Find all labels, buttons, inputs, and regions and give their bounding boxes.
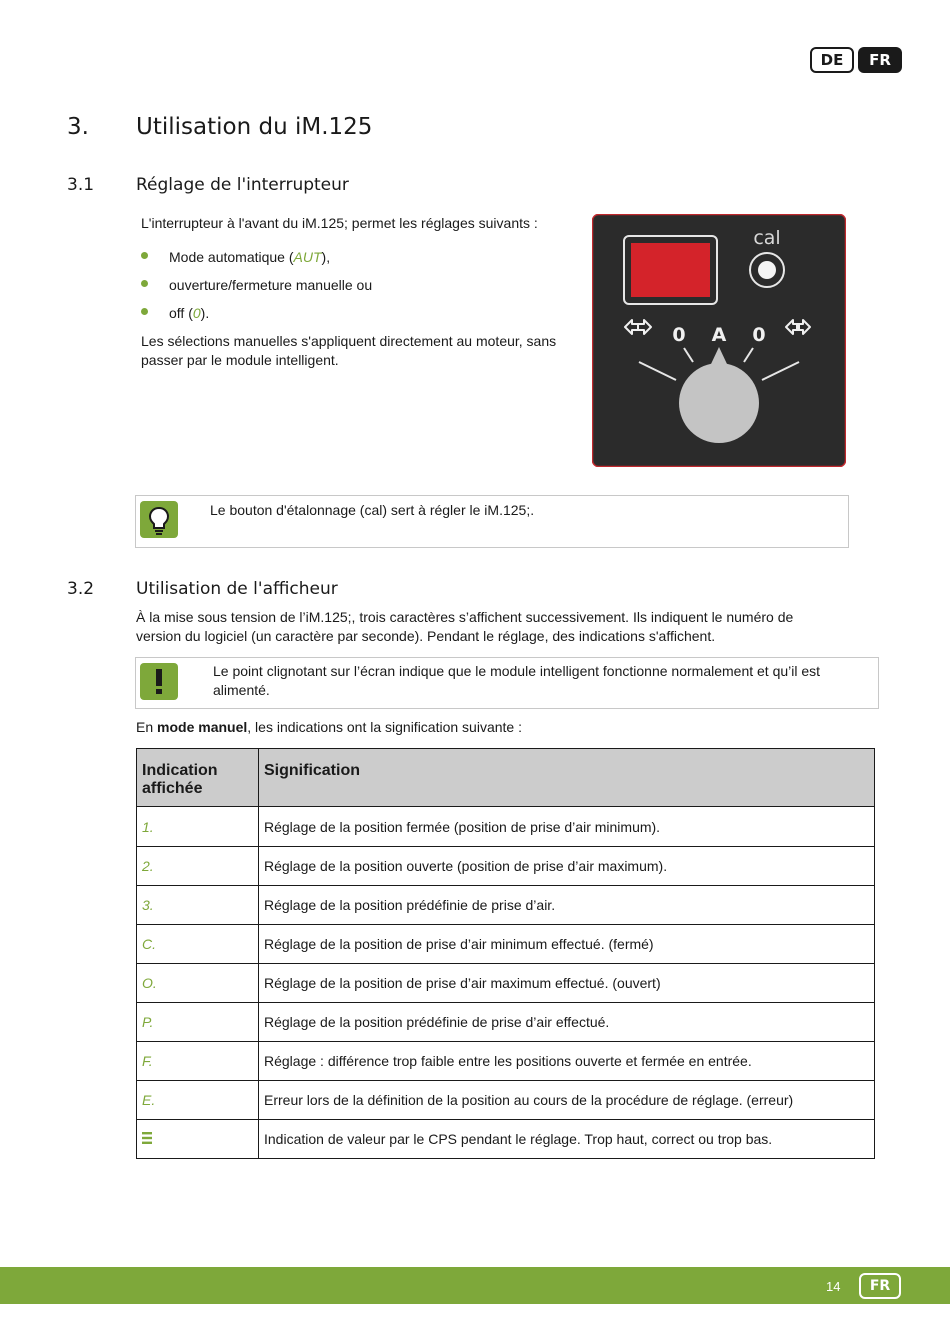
indication-code: 2.	[137, 847, 259, 886]
indication-meaning: Erreur lors de la définition de la position au cours de la procédure de réglage. (erreur)	[259, 1081, 875, 1120]
indication-code: F.	[137, 1042, 259, 1081]
indication-code: 3.	[137, 886, 259, 925]
table-row	[137, 1003, 875, 1042]
subsection-number: 3.1	[67, 175, 95, 195]
table-header-row	[137, 749, 875, 807]
three-bars-icon	[142, 1132, 152, 1144]
section-number: 3.	[67, 114, 89, 140]
table-row	[137, 925, 875, 964]
bullet-dot	[141, 308, 148, 315]
table-row	[137, 807, 875, 847]
tip-box	[135, 495, 849, 548]
switch-pos-manual-left: 0	[672, 324, 686, 346]
intro-text: L'interrupteur à l'avant du iM.125; permet les réglages suivants :	[141, 215, 538, 231]
footer-bar	[0, 1267, 950, 1304]
display-intro-line: version du logiciel (un caractère par seconde). Pendant le réglage, des indications s'affichent.	[136, 628, 716, 644]
table-row	[137, 964, 875, 1003]
led-display	[631, 243, 710, 297]
bullet-dot	[141, 252, 148, 259]
table-row	[137, 847, 875, 886]
indication-code	[137, 1120, 259, 1159]
page-number: 14	[826, 1279, 841, 1294]
indication-code: C.	[137, 925, 259, 964]
manual-note-line: Les sélections manuelles s'appliquent directement au moteur, sans	[141, 333, 557, 349]
indication-meaning: Réglage de la position de prise d’air maximum effectué. (ouvert)	[259, 964, 875, 1003]
indication-code: E.	[137, 1081, 259, 1120]
indication-meaning: Indication de valeur par le CPS pendant le réglage. Trop haut, correct ou trop bas.	[259, 1120, 875, 1159]
lang-badge-de[interactable]: DE	[810, 47, 854, 73]
switch-pos-auto: A	[711, 324, 727, 346]
table-row	[137, 1120, 875, 1159]
tip-text: Le bouton d'étalonnage (cal) sert à régler le iM.125;.	[210, 502, 535, 518]
indication-meaning: Réglage de la position de prise d’air minimum effectué. (fermé)	[259, 925, 875, 964]
indication-code: 1.	[137, 807, 259, 847]
subsection-title: Réglage de l'interrupteur	[136, 175, 349, 195]
warning-text-line: Le point clignotant sur l’écran indique que le module intelligent fonctionne normalement et qu’il est	[213, 663, 821, 679]
indications-table	[136, 748, 875, 1159]
table-row	[137, 886, 875, 925]
subsection-number: 3.2	[67, 579, 95, 599]
indication-meaning: Réglage de la position ouverte (position de prise d’air maximum).	[259, 847, 875, 886]
bullet-item: Mode automatique (AUT),	[169, 249, 331, 265]
manual-note-line: passer par le module intelligent.	[141, 352, 339, 368]
bullet-item: ouverture/fermeture manuelle ou	[169, 277, 373, 293]
bullet-item: off (0).	[169, 305, 210, 321]
indication-meaning: Réglage de la position prédéfinie de prise d’air effectué.	[259, 1003, 875, 1042]
subsection-title: Utilisation de l'afficheur	[136, 579, 338, 599]
page-title: Utilisation du iM.125	[136, 114, 373, 140]
indication-code: P.	[137, 1003, 259, 1042]
device-front-panel	[592, 214, 846, 467]
exclamation-icon	[140, 663, 178, 700]
switch-pos-manual-right: 0	[752, 324, 766, 346]
cal-label: cal	[753, 227, 781, 249]
lang-badge-fr[interactable]: FR	[858, 47, 902, 73]
indication-meaning: Réglage de la position fermée (position de prise d’air minimum).	[259, 807, 875, 847]
bullet-dot	[141, 280, 148, 287]
indication-code: O.	[137, 964, 259, 1003]
warning-box	[135, 657, 879, 709]
column-header-signification: Signification	[259, 749, 875, 807]
manual-mode-intro: En mode manuel, les indications ont la signification suivante :	[136, 719, 522, 735]
display-intro-line: À la mise sous tension de l’iM.125;, trois caractères s’affichent successivement. Ils indiquent le numéro de	[136, 609, 794, 625]
indication-meaning: Réglage de la position prédéfinie de prise d’air.	[259, 886, 875, 925]
lightbulb-icon	[140, 501, 178, 538]
table-row	[137, 1081, 875, 1120]
indication-meaning: Réglage : différence trop faible entre les positions ouverte et fermée en entrée.	[259, 1042, 875, 1081]
column-header-indication: Indication affichée	[137, 749, 259, 807]
table-row	[137, 1042, 875, 1081]
footer-lang-badge: FR	[859, 1273, 901, 1299]
warning-text-line: alimenté.	[213, 682, 270, 698]
